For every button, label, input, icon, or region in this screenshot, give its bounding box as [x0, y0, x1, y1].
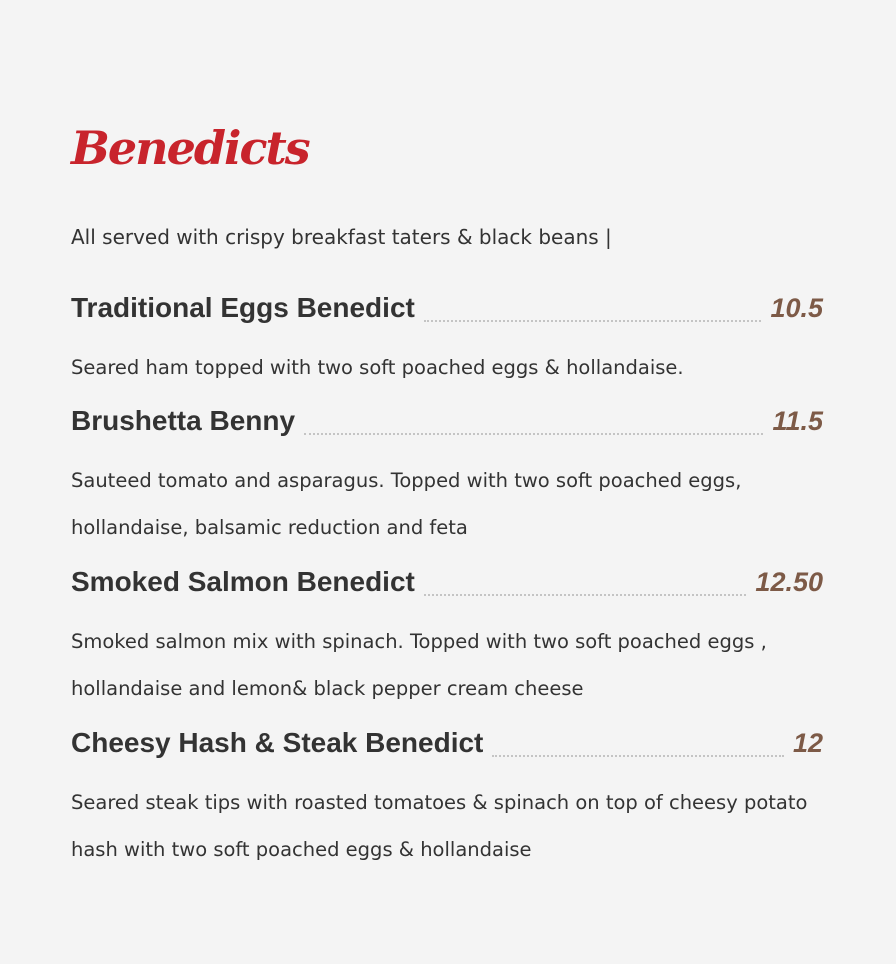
dotted-leader [424, 593, 747, 596]
menu-section [71, 118, 823, 861]
menu-item [71, 292, 823, 391]
menu-item-header [71, 727, 823, 767]
menu-item-price: 12 [792, 728, 823, 758]
menu-item-name: Traditional Eggs Benedict [71, 292, 415, 323]
dotted-leader [304, 432, 763, 435]
section-title: Benedicts [71, 121, 309, 175]
menu-item [71, 405, 823, 551]
menu-item-header [71, 292, 823, 332]
menu-item-header [71, 405, 823, 445]
menu-item [71, 566, 823, 712]
dotted-leader [424, 319, 762, 322]
menu-item-name: Brushetta Benny [71, 405, 296, 436]
menu-item-description: Smoked salmon mix with spinach. Topped with two soft poached eggs , hollandaise and lemon& black pepper cream cheese [71, 630, 767, 700]
dotted-leader [492, 754, 784, 757]
menu-item-price: 12.50 [755, 567, 823, 597]
menu-item-name: Smoked Salmon Benedict [71, 566, 415, 597]
menu-item-description: Seared steak tips with roasted tomatoes & spinach on top of cheesy potato hash with two soft poached eggs & hollandaise [71, 791, 808, 861]
menu-item-description: Seared ham topped with two soft poached eggs & hollandaise. [71, 356, 684, 379]
menu-item [71, 727, 823, 873]
menu-item-description: Sauteed tomato and asparagus. Topped with two soft poached eggs, hollandaise, balsamic reduction and feta [71, 469, 742, 539]
menu-item-price: 10.5 [770, 293, 823, 323]
section-subtitle: All served with crispy breakfast taters & black beans | [71, 225, 612, 249]
menu-item-name: Cheesy Hash & Steak Benedict [71, 727, 484, 758]
menu-item-price: 11.5 [772, 406, 823, 436]
menu-item-header [71, 566, 823, 606]
